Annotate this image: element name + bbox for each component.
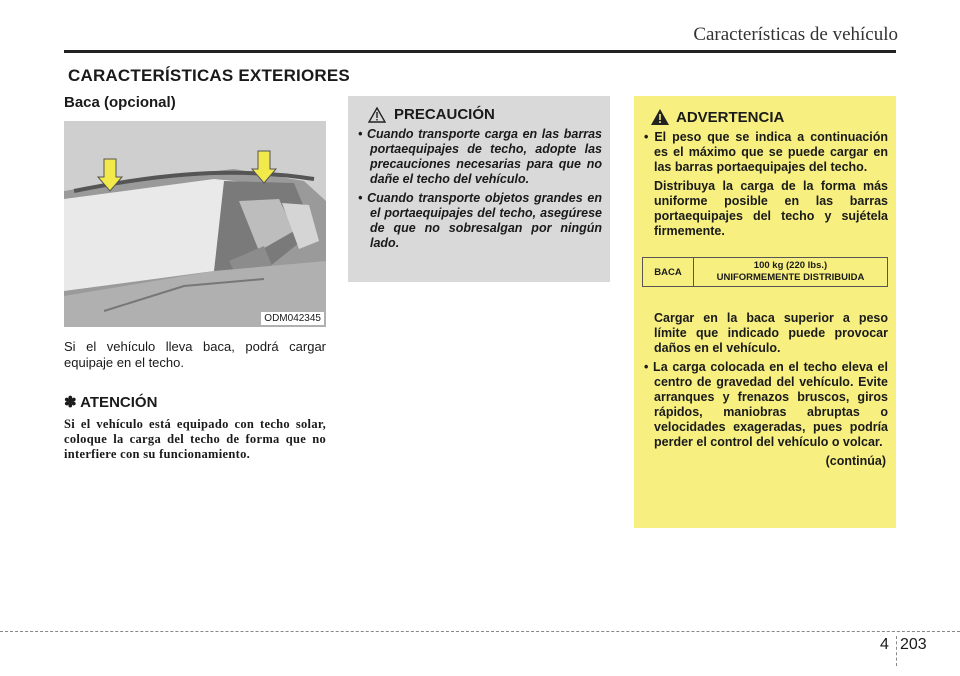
caution-item: • Cuando transporte objetos grandes en el portaequipajes del techo, asegúrese de que no sobresalgan por ningún lado. [358,191,602,250]
page-number: 203 [900,636,927,653]
running-header: Características de vehículo [693,24,898,45]
caution-box [348,96,610,282]
header-rule [64,50,896,53]
continued-label: (continúa) [825,454,886,468]
page-separator [896,636,898,666]
body-text: Si el vehículo lleva baca, podrá cargar equipaje en el techo. [64,339,326,370]
left-column [64,94,326,462]
image-code: ODM042345 [261,312,324,325]
warning-bullet: • El peso que se indica a continuación es el máximo que se puede cargar en las barras portaequipajes del techo. [644,130,888,174]
chapter-number: 4 [880,636,889,653]
load-table-value [694,258,887,286]
warning-paragraph: Distribuya la carga de la forma más uniforme posible en las barras portaequipajes del techo y sujétela firmemente. [654,179,888,238]
warning-paragraph: Cargar en la baca superior a peso límite que indicado puede provocar daños en el vehículo. [654,311,888,355]
warning-bullet: • La carga colocada en el techo eleva el centro de gravedad del vehículo. Evite arranques y frenazos bruscos, giros rápidos, maniobras abruptas o velocidades exageradas, pues podría perder el control del vehículo o volcar. [644,360,888,449]
load-table [642,257,888,287]
load-limit: 100 kg (220 lbs.) [753,260,828,271]
caution-item: • Cuando transporte carga en las barras portaequipajes de techo, adopte las precauciones necesarias para que no dañe el techo del vehículo. [358,127,602,186]
roof-rack-photo [64,121,326,327]
warning-title: ADVERTENCIA [676,108,785,126]
warning-triangle-icon [368,107,386,123]
caution-title: PRECAUCIÓN [394,106,495,123]
subheading: Baca (opcional) [64,94,176,111]
attention-title: ✽ ATENCIÓN [64,394,158,411]
footer-rule [0,631,960,632]
caution-list [348,127,610,251]
load-distribution: UNIFORMEMENTE DISTRIBUIDA [716,272,865,283]
section-title: CARACTERÍSTICAS EXTERIORES [68,66,350,85]
load-table-label: BACA [643,258,694,286]
car-roof-illustration [64,121,326,327]
warning-box [634,96,896,528]
attention-text: Si el vehículo está equipado con techo solar, coloque la carga del techo de forma que no interfiere con su funcionamiento. [64,417,326,461]
warning-triangle-icon [650,108,670,126]
